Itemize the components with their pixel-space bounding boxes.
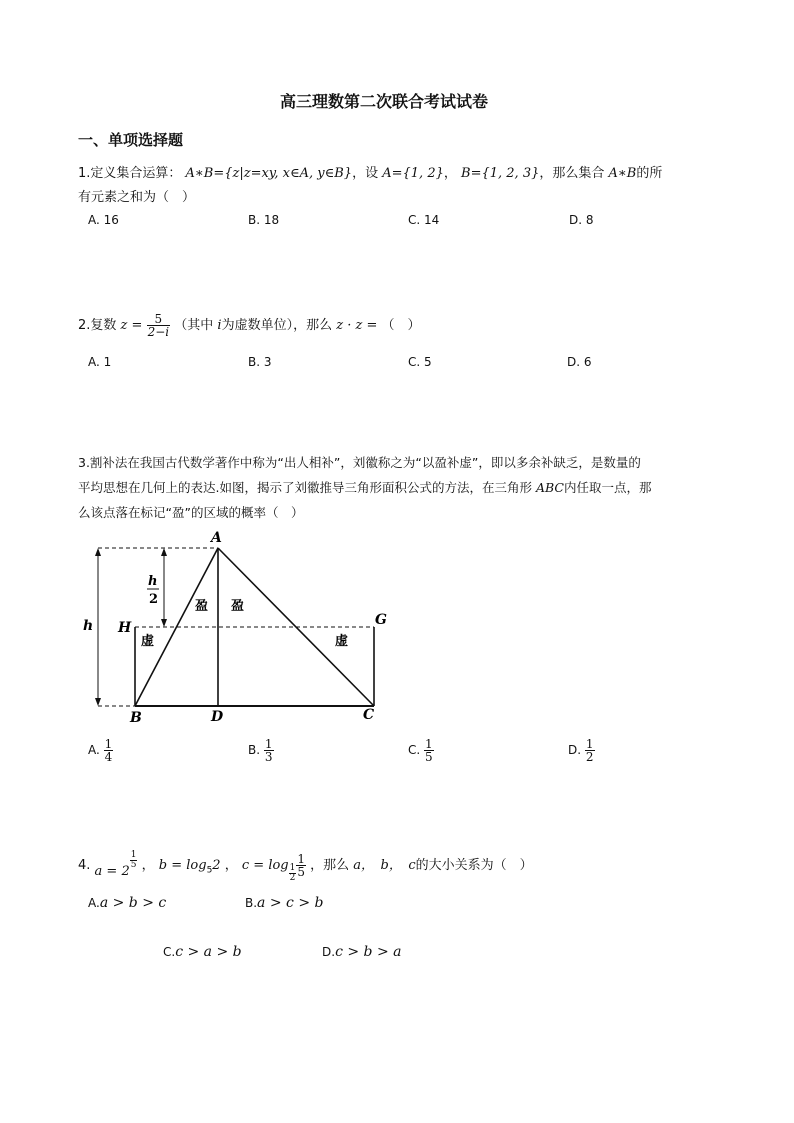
q3-line2-a: 平均思想在几何上的表达.如图，揭示了刘徽推导三角形面积公式的方法，在三角形 <box>78 480 532 495</box>
q2-fraction <box>147 313 171 338</box>
q4-sep-1: ， <box>141 858 155 873</box>
q3-option-c-num: 1 <box>425 737 433 751</box>
q3-option-d[interactable] <box>568 738 595 763</box>
question-1-line-2: 有元素之和为（ ） <box>78 190 196 205</box>
q4-a-exponent <box>130 851 138 870</box>
question-1-line-1 <box>78 162 662 181</box>
q1-tail-text: ，那么集合 <box>539 166 605 181</box>
q3-option-b-label: B. <box>248 743 261 757</box>
q4-b-eq: b = log <box>158 858 207 873</box>
page-title: 高三理数第二次联合考试试卷 <box>280 92 489 111</box>
q4-a-exp-den: 5 <box>130 860 137 870</box>
question-3-line-1: 3.割补法在我国古代数学著作中称为“出人相补”，刘徽称之为“以盈补虚”，即以多余补缺乏，是数量的 <box>78 455 641 470</box>
q4-tail: ，那么 <box>310 858 350 873</box>
question-2 <box>78 313 421 338</box>
q3-option-b-num: 1 <box>264 737 273 751</box>
q4-option-d-expr: c > b > a <box>335 944 402 960</box>
q4-c-arg <box>296 853 306 878</box>
q3-option-d-den: 2 <box>585 750 594 764</box>
q3-option-b[interactable] <box>248 738 274 763</box>
q4-option-c-label: C. <box>163 945 176 959</box>
q1-option-a[interactable]: A. 16 <box>88 213 119 227</box>
q2-i: i <box>217 318 222 333</box>
triangle-figure <box>78 528 398 728</box>
q1-option-c[interactable]: C. 14 <box>408 213 440 227</box>
q1-option-d[interactable]: D. 8 <box>569 213 594 227</box>
q4-b-arg: 2 <box>212 858 221 873</box>
q2-frac-den: 2−i <box>147 325 170 339</box>
q3-option-a-den: 4 <box>104 750 113 764</box>
q1-mid-text: ，设 <box>352 166 379 181</box>
q2-option-b[interactable]: B. 3 <box>248 355 272 369</box>
q3-option-c-fraction <box>424 738 434 763</box>
q4-tail2: 的大小关系为（ ） <box>415 858 533 873</box>
q2-option-c[interactable]: C. 5 <box>408 355 432 369</box>
q4-option-b[interactable] <box>245 895 323 911</box>
label-xu-1: 虚 <box>141 634 155 649</box>
q2-option-a[interactable]: A. 1 <box>88 355 112 369</box>
label-h-half-den: 2 <box>149 592 159 607</box>
question-3-line-2 <box>78 478 652 496</box>
q4-option-b-expr: a > c > b <box>257 895 324 911</box>
q4-option-c[interactable] <box>163 944 242 960</box>
h-half-arrow-top <box>161 548 167 556</box>
label-h-height: h <box>83 618 94 634</box>
q4-a-eq: a = 2 <box>94 864 130 879</box>
q2-paren: （ ） <box>381 318 421 333</box>
q3-option-d-fraction <box>585 738 595 763</box>
q1-tail2-text: 的所 <box>636 166 663 181</box>
q2-z-eq: z = <box>120 318 143 333</box>
q3-option-b-den: 3 <box>264 750 273 764</box>
q4-c-eq: c = log <box>241 858 289 873</box>
q4-option-c-expr: c > a > b <box>175 944 242 960</box>
q3-option-a-fraction <box>104 738 114 763</box>
q4-vars: a， b， c <box>353 858 416 873</box>
q3-option-c[interactable] <box>408 738 434 763</box>
question-3-line-3: 么该点落在标记“盈”的区域的概率（ ） <box>78 505 304 520</box>
q4-option-a-label: A. <box>88 896 100 910</box>
q2-frac-num: 5 <box>147 313 171 326</box>
q4-c-base-den: 2 <box>289 873 296 883</box>
q1-set-a: A={1, 2} <box>382 166 444 181</box>
q3-line2-b: 内任取一点，那 <box>563 480 652 495</box>
q4-b-base: 5 <box>206 865 213 876</box>
q4-c-base-num: 1 <box>289 863 296 873</box>
q1-comma: ， <box>443 166 457 181</box>
q3-abc: ABC <box>535 480 564 495</box>
q4-option-a[interactable] <box>88 895 166 911</box>
q1-set-definition: A∗B={z|z=xy, x∈A, y∈B} <box>185 166 353 181</box>
label-g: G <box>375 612 387 628</box>
q4-option-d-label: D. <box>322 945 336 959</box>
h-arrow-bottom <box>95 698 101 706</box>
q3-option-a-num: 1 <box>104 737 113 751</box>
q2-middle: （其中 <box>174 318 214 333</box>
q1-set-b: B={1, 2, 3} <box>461 166 540 181</box>
q3-option-c-label: C. <box>408 743 421 757</box>
q3-option-a[interactable] <box>88 738 113 763</box>
q4-prefix: 4. <box>78 858 91 873</box>
label-xu-2: 虚 <box>335 634 349 649</box>
q1-prefix: 1.定义集合运算： <box>78 166 182 181</box>
label-ying-2: 盈 <box>231 599 245 614</box>
q4-c-arg-num: 1 <box>297 852 305 866</box>
q4-option-a-expr: a > b > c <box>99 895 167 911</box>
q4-sep-2: ， <box>224 858 238 873</box>
q4-c-base <box>289 864 297 883</box>
q4-option-d[interactable] <box>322 944 401 960</box>
q3-option-a-label: A. <box>88 743 100 757</box>
h-half-arrow-bottom <box>161 619 167 627</box>
label-b: B <box>130 710 142 726</box>
question-4 <box>78 850 533 883</box>
q2-option-d[interactable]: D. 6 <box>567 355 592 369</box>
q3-option-c-den: 5 <box>425 750 433 764</box>
section-header: 一、单项选择题 <box>78 131 184 149</box>
q3-option-d-num: 1 <box>585 737 594 751</box>
q1-option-b[interactable]: B. 18 <box>248 213 280 227</box>
q1-expr: A∗B <box>608 166 637 181</box>
q4-option-b-label: B. <box>245 896 258 910</box>
label-h-half-num: h <box>148 574 158 589</box>
label-d: D <box>211 709 224 725</box>
q3-option-b-fraction <box>264 738 274 763</box>
q4-a-exp-num: 1 <box>130 850 137 860</box>
q4-c-arg-den: 5 <box>297 865 305 879</box>
q2-prefix: 2.复数 <box>78 318 117 333</box>
label-c: C <box>363 707 375 723</box>
q2-expr: z · z = <box>336 318 378 333</box>
label-ying-1: 盈 <box>195 599 209 614</box>
h-arrow-top <box>95 548 101 556</box>
label-a: A <box>211 530 222 546</box>
label-h-point: H <box>118 620 132 636</box>
q2-middle2: 为虚数单位），那么 <box>221 318 333 333</box>
q3-option-d-label: D. <box>568 743 582 757</box>
